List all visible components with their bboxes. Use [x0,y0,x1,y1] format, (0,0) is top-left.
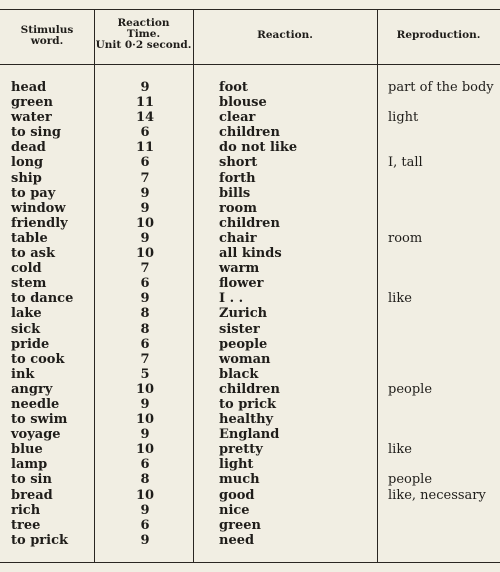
table-row [0,261,500,276]
reaction-cell: forth [219,170,256,186]
stimulus-cell: to prick [11,532,69,548]
reaction-cell: England [219,427,280,443]
table-row [0,201,500,216]
reaction-cell: all kinds [219,246,282,262]
reaction-cell: Zurich [219,306,268,322]
table-row [0,382,500,397]
reaction-time-cell: 10 [135,215,155,231]
table-row [0,457,500,472]
top-rule [0,9,500,10]
table-row [0,95,500,110]
reaction-time-cell: 9 [140,80,150,95]
reaction-cell: blouse [219,95,267,111]
header-reaction-time-line3: Unit 0·2 second. [95,39,192,51]
reaction-time-cell: 9 [140,396,150,412]
stimulus-cell: cold [11,261,42,277]
table-row [0,291,500,306]
stimulus-cell: to swim [11,412,68,428]
stimulus-cell: head [11,80,47,95]
header-reproduction: Reproduction. [396,29,481,41]
table-row [0,503,500,518]
table-row [0,276,500,291]
header-rule [0,64,500,65]
stimulus-cell: lamp [11,457,48,473]
reaction-time-cell: 8 [140,472,150,488]
reaction-cell: good [219,487,255,503]
stimulus-cell: ship [11,170,42,186]
reaction-cell: children [219,215,280,231]
reaction-time-cell: 9 [140,291,150,307]
reaction-cell: do not like [219,140,298,156]
header-stimulus [0,25,94,47]
reaction-time-cell: 10 [135,487,155,503]
table-row [0,367,500,382]
reaction-time-cell: 14 [135,110,155,126]
reproduction-cell: people [388,472,433,488]
reaction-time-cell: 7 [140,170,150,186]
reaction-time-cell: 10 [135,442,155,458]
header-reaction-time-line1: Reaction [117,17,170,29]
table-row [0,110,500,125]
stimulus-cell: pride [11,336,50,352]
reaction-cell: healthy [219,412,274,428]
stimulus-cell: sick [11,321,41,337]
stimulus-cell: to sin [11,472,52,488]
reaction-cell: nice [219,502,250,518]
reaction-time-cell: 9 [140,502,150,518]
reaction-cell: pretty [219,442,263,458]
reaction-cell: need [219,532,255,548]
reaction-cell: woman [219,351,271,367]
reproduction-cell: light [388,110,419,126]
stimulus-cell: needle [11,396,60,412]
reproduction-cell: room [388,230,423,246]
reaction-time-cell: 9 [140,185,150,201]
table-row [0,397,500,412]
reaction-time-cell: 8 [140,321,150,337]
reproduction-cell: like [388,442,412,458]
stimulus-cell: stem [11,276,47,292]
bottom-rule [0,562,500,563]
reaction-time-cell: 7 [140,261,150,277]
reaction-time-cell: 6 [140,276,150,292]
stimulus-cell: bread [11,487,53,503]
reaction-time-cell: 9 [140,427,150,443]
reaction-cell: foot [219,80,248,95]
reaction-cell: warm [219,261,260,277]
reproduction-cell: like, necessary [388,487,486,503]
table-row [0,337,500,352]
stimulus-cell: to sing [11,125,62,141]
table-body [0,80,500,548]
table-row [0,186,500,201]
reaction-time-cell: 6 [140,517,150,533]
stimulus-cell: to ask [11,246,55,262]
reaction-cell: bills [219,185,251,201]
table-row [0,171,500,186]
reproduction-cell: people [388,381,433,397]
reaction-cell: clear [219,110,256,126]
reaction-cell: much [219,472,260,488]
stimulus-cell: angry [11,381,53,397]
reproduction-cell: I, tall [388,155,423,171]
table-row [0,80,500,95]
reaction-cell: green [219,517,261,533]
stimulus-cell: to cook [11,351,65,367]
table-row [0,488,500,503]
table-row [0,246,500,261]
reaction-cell: people [219,336,268,352]
header-reaction-time [94,18,193,51]
reaction-time-cell: 6 [140,457,150,473]
stimulus-cell: green [11,95,53,111]
table-row [0,472,500,487]
reaction-cell: room [219,200,257,216]
stimulus-cell: window [11,200,66,216]
reaction-cell: to prick [219,396,277,412]
table-row [0,306,500,321]
reaction-time-cell: 8 [140,306,150,322]
stimulus-cell: lake [11,306,42,322]
table-row [0,352,500,367]
reproduction-cell: like [388,291,412,307]
reaction-time-cell: 6 [140,155,150,171]
stimulus-cell: rich [11,502,41,518]
reaction-time-cell: 9 [140,200,150,216]
table-row [0,412,500,427]
reaction-cell: chair [219,230,257,246]
header-stimulus-line1: Stimulus [20,24,74,36]
stimulus-cell: friendly [11,215,68,231]
table-row [0,155,500,170]
header-reaction-time-line2: Time. [126,28,161,40]
stimulus-cell: table [11,230,48,246]
stimulus-cell: blue [11,442,43,458]
stimulus-cell: water [11,110,52,126]
reaction-time-cell: 10 [135,412,155,428]
reaction-cell: sister [219,321,260,337]
reaction-cell: children [219,125,280,141]
table-row [0,140,500,155]
table-row [0,322,500,337]
stimulus-cell: to pay [11,185,56,201]
reaction-time-cell: 10 [135,381,155,397]
reaction-time-cell: 9 [140,532,150,548]
reaction-time-cell: 7 [140,351,150,367]
stimulus-cell: dead [11,140,46,156]
header-stimulus-line2: word. [30,35,64,47]
table-row [0,442,500,457]
reaction-time-cell: 11 [135,140,155,156]
reaction-cell: short [219,155,258,171]
table-row [0,231,500,246]
reaction-time-cell: 6 [140,125,150,141]
table-row [0,533,500,548]
reaction-cell: light [219,457,254,473]
stimulus-cell: voyage [11,427,61,443]
stimulus-cell: long [11,155,44,171]
reaction-time-cell: 10 [135,246,155,262]
reproduction-cell: part of the body [388,80,494,95]
stimulus-cell: ink [11,366,35,382]
header-reaction: Reaction. [257,29,313,41]
reaction-cell: flower [219,276,264,292]
reaction-cell: I . . [219,291,244,307]
reaction-time-cell: 6 [140,336,150,352]
table-row [0,216,500,231]
stimulus-cell: to dance [11,291,74,307]
table-row [0,427,500,442]
reaction-time-cell: 11 [135,95,155,111]
reaction-time-cell: 5 [140,366,150,382]
stimulus-cell: tree [11,517,41,533]
reaction-cell: black [219,366,259,382]
table-row [0,518,500,533]
reaction-time-cell: 9 [140,230,150,246]
reaction-cell: children [219,381,280,397]
table-row [0,125,500,140]
